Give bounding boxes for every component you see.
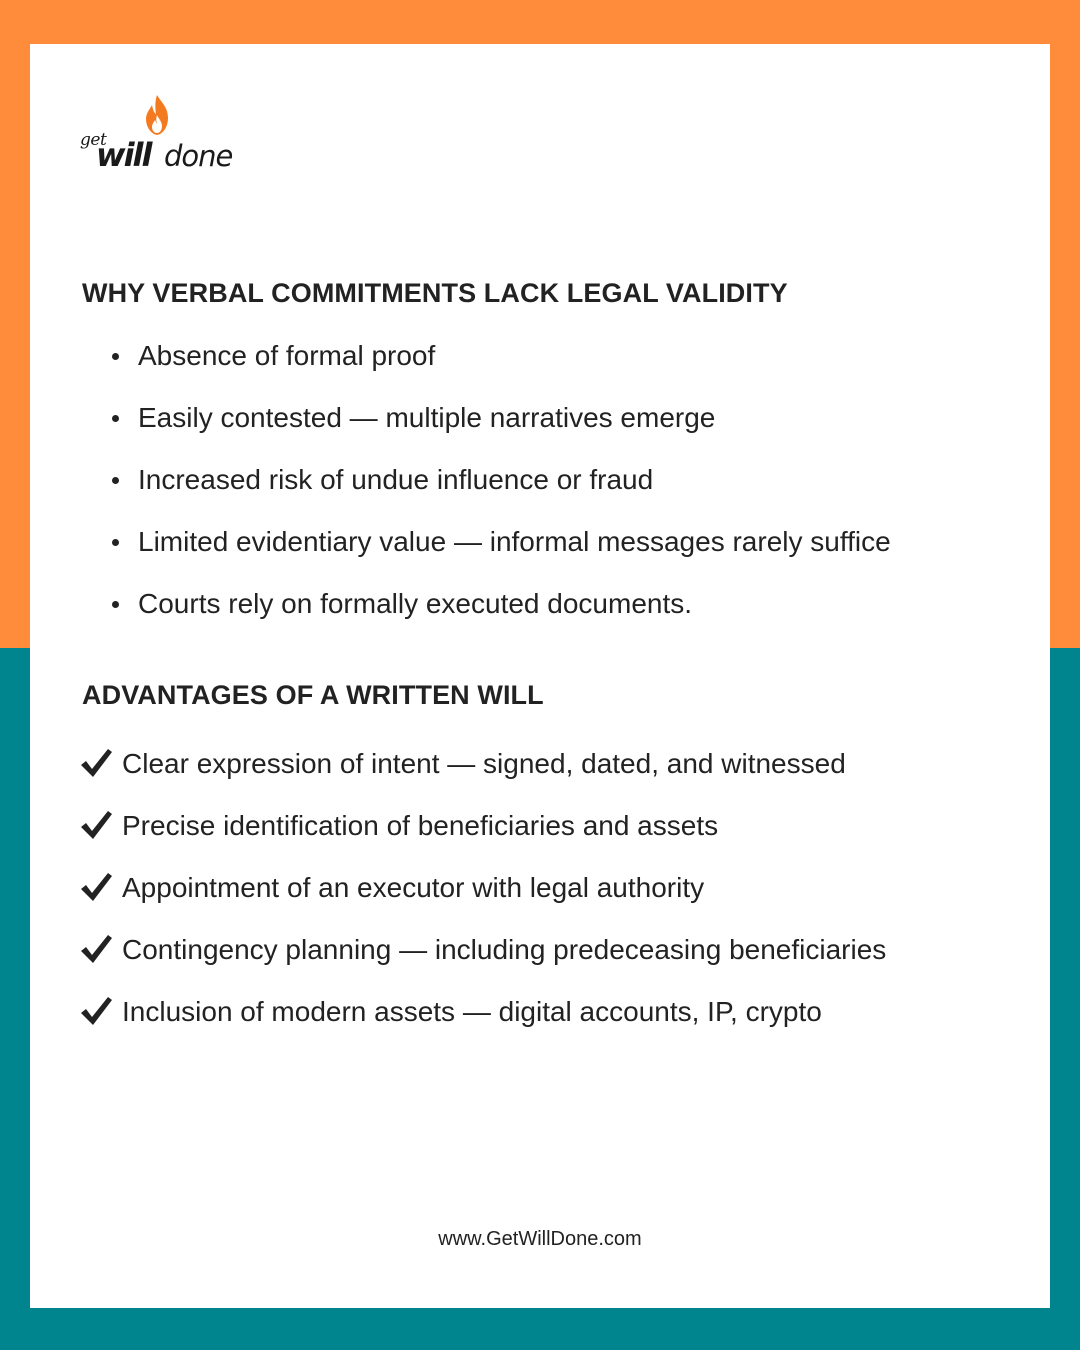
list-item xyxy=(78,866,886,928)
list-item-text: Appointment of an executor with legal authority xyxy=(122,872,705,903)
section-heading-verbal-commitments: WHY VERBAL COMMITMENTS LACK LEGAL VALIDITY xyxy=(82,278,788,308)
list-item-text: Increased risk of undue influence or fraud xyxy=(138,464,654,495)
bullet-icon xyxy=(112,601,119,608)
list-item-text: Precise identification of beneficiaries and assets xyxy=(122,810,719,841)
checkmark-icon xyxy=(78,870,114,904)
list-item-text: Clear expression of intent — signed, dated, and witnessed xyxy=(122,748,846,779)
checkmark-icon xyxy=(78,808,114,842)
bullet-icon xyxy=(112,477,119,484)
list-item-text: Contingency planning — including predeceasing beneficiaries xyxy=(122,934,887,965)
list-item-text: Inclusion of modern assets — digital accounts, IP, crypto xyxy=(122,996,822,1027)
list-item-text: Easily contested — multiple narratives emerge xyxy=(138,402,716,433)
checkmark-icon xyxy=(78,932,114,966)
logo-get-text: get xyxy=(80,130,107,150)
content-card xyxy=(30,44,1050,1308)
list-item-text: Limited evidentiary value — informal messages rarely suffice xyxy=(138,526,891,557)
website-link[interactable]: www.GetWillDone.com xyxy=(438,1228,642,1250)
list-item xyxy=(78,804,886,866)
flame-icon xyxy=(144,94,170,136)
brand-logo xyxy=(80,92,250,188)
bullet-icon xyxy=(112,415,119,422)
list-item-text: Courts rely on formally executed documents. xyxy=(138,588,693,619)
verbal-commitments-list xyxy=(112,334,891,644)
checkmark-icon xyxy=(78,994,114,1028)
list-item xyxy=(112,458,891,520)
list-item xyxy=(78,742,886,804)
list-item xyxy=(78,928,886,990)
logo-done-text: done xyxy=(164,139,233,173)
section-heading-written-will: ADVANTAGES OF A WRITTEN WILL xyxy=(82,680,544,710)
list-item xyxy=(78,990,886,1052)
checkmark-icon xyxy=(78,746,114,780)
list-item xyxy=(112,396,891,458)
list-item xyxy=(112,334,891,396)
list-item xyxy=(112,582,891,644)
list-item-text: Absence of formal proof xyxy=(138,340,436,371)
list-item xyxy=(112,520,891,582)
bullet-icon xyxy=(112,539,119,546)
written-will-advantages-list xyxy=(78,742,886,1052)
logo-will-text: will xyxy=(96,136,151,174)
bullet-icon xyxy=(112,353,119,360)
